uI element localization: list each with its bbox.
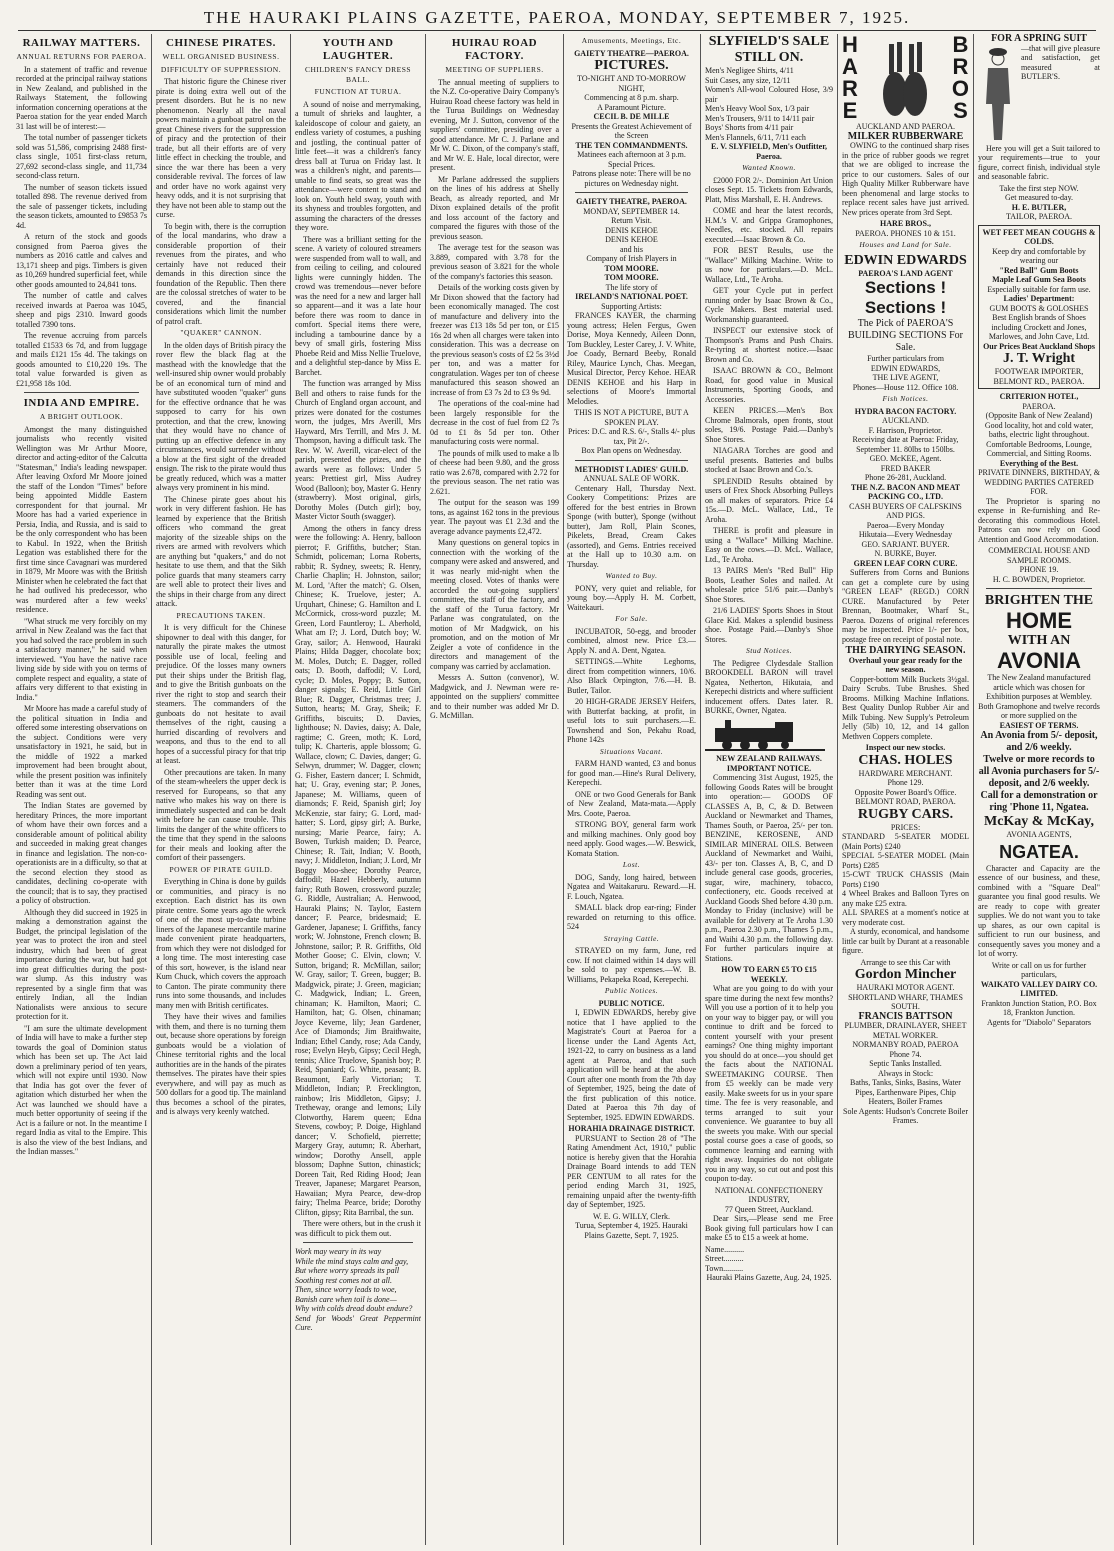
divider: [303, 1242, 413, 1243]
ad-line: Arrange to see this Car with: [860, 957, 951, 967]
ad-line: W. E. G. WILLY, Clerk.: [592, 1211, 671, 1221]
ad-line: DENIS KEHOE: [605, 235, 658, 244]
column-2: [156, 34, 286, 1545]
ad-line: Phones—House 112. Office 108.: [852, 382, 959, 392]
ad-line: CASH BUYERS OF CALFSKINS AND PIGS.: [849, 501, 962, 520]
ad-text: Dear Sirs,—Please send me Free Book giving full particulars how I can make £5 to £15 a week at home.: [705, 1214, 833, 1242]
ad-line: An Avonia from 5/- deposit, and 2/6 weekly.: [980, 730, 1098, 753]
ad-text: 20 HIGH-GRADE JERSEY Heifers, with Butterfat backing, at profit, in useful lots to suit purchasers.—E. Townshend and Son, Pekahu Road, Phone 142s: [567, 697, 696, 744]
ad-title: GREEN LEAF CORN CURE.: [853, 558, 958, 568]
ad-title: NGATEA.: [999, 841, 1079, 862]
ad-line: SPECIAL 5-SEATER MODEL (Main Ports) £285: [842, 851, 969, 870]
headline-railway: RAILWAY MATTERS.: [22, 37, 141, 49]
ad-title: FRANCIS BATTSON: [858, 1010, 953, 1022]
ad-title: HOW TO EARN £5 TO £15 WEEKLY.: [721, 965, 817, 984]
ad-title: THE TEN COMMANDMENTS.: [575, 140, 688, 150]
section-head: Amusements, Meetings, Etc.: [581, 36, 682, 45]
section-head: Situations Vacant.: [599, 746, 664, 756]
ad-line: ANNUAL SALE OF WORK.: [583, 474, 680, 483]
ad-line: Hauraki Plains Gazette, Aug. 24, 1925.: [706, 1273, 832, 1282]
paragraph: The number of season tickets issued totalled 898. The revenue derived from the sale of passenger tickets, including the season tickets, amounted to £9853 7s 4d.: [16, 182, 147, 230]
paragraph: "I am sure the ultimate development of India will have to make a further step towards the goal of Dominion status which has been set up. The Act laid down a preliminary period of ten years, which will not expire until 1930. Now that India has got over the fever of agitation which disturbed her when the Act was launched we should have a much better opportunity of seeing if the Act is a failure or not. In the meantime I regard India as vital to the Empire. This is also the view of the best Indians, and the Indian masses.": [16, 1023, 147, 1156]
ad-line: and his: [620, 244, 643, 254]
ad-text: FARM HAND wanted, £3 and bonus for good man.—Hine's Rural Delivery, Kerepechi.: [567, 759, 696, 787]
ad-text: Commencing 31st August, 1925, the following Goods Rates will be brought into operation:— GOODS OF CLASSES A, B, C, & D. Between Auckland or Newmarket and Thames, Thames South, or Paeroa, 25/- per ton. BENZINE, KEROSENE, AND SIMILAR MINERAL OILS. Between Auckland of Newmarket and Waihi, 43/- per ton. Classes A, B, C, and D include general case goods, groceries, sugar, wire, machinery, tobacco, confectionery, etc. Goods received at Auckland Goods Shed before 4.30 p.m. Monday to Friday (inclusive) will be available for delivery at Te Aroha 1.30 p.m., Paeroa 2.30 p.m., Thames 5 p.m., and Waihi 4.30 p.m. the following day. For further particulars inquire at Stations.: [705, 773, 833, 963]
ad-line: TO-NIGHT AND TO-MORROW NIGHT,: [577, 74, 686, 93]
ad-title: THE DAIRYING SEASON.: [845, 645, 966, 656]
ad-line: THE LIVE AGENT,: [872, 373, 939, 382]
ad-line: Best English brands of Shoes including Crockett and Jones, Marlowes, and John Cave, Ltd.: [988, 313, 1090, 341]
ad-title: Sections ! Sections !: [864, 278, 947, 317]
poem-line: Soothing rest comes not at all.: [295, 1275, 393, 1285]
ad-line: Box Plan opens on Wednesday.: [581, 446, 682, 455]
column-rule: [290, 34, 291, 1545]
subhead: DIFFICULTY OF SUPPRESSION.: [160, 64, 282, 74]
paragraph: Mr Parlane addressed the suppliers on the lines of his address at Shelly Beach, as already reported, and Mr Dixon explained details of the profit and loss account of the factory and compared the figures with those of the previous season.: [430, 174, 559, 241]
ad-title: SLYFIELD'S SALE STILL ON.: [708, 34, 830, 65]
ad-text: ONE or two Good Generals for Bank of New Zealand, Mata-mata.—Apply Mrs. Coote, Paeroa.: [567, 789, 696, 818]
ad-line: AUCKLAND.: [882, 416, 929, 425]
paragraph: The operations of the coal-mine had been largely responsible for the decrease in the cost of fuel from £2 7s 0d to £1 8s 5d per ton. Other manufacturing costs were normal.: [430, 399, 559, 446]
ad-line: Inspect our new stocks.: [865, 743, 946, 752]
ad-line: Write or call on us for further particulars,: [991, 960, 1087, 979]
subhead: PRECAUTIONS TAKEN.: [176, 610, 266, 620]
ad-line: FRED BAKER: [880, 463, 931, 473]
ad-line: PAEROA. PHONES 10 & 151.: [855, 228, 956, 238]
ad-text: ISAAC BROWN & CO., Belmont Road, for good value in Musical Instruments, Sporting Goods, and Accessories.: [705, 366, 833, 404]
ad-title: METHODIST LADIES' GUILD.: [574, 464, 689, 474]
ad-line: Maple Leaf Gum Sea Boots: [992, 275, 1086, 284]
section-head: Wanted to Buy.: [605, 571, 658, 580]
ad-line: Call for a demonstration or ring 'Phone 11, Ngatea.: [980, 790, 1098, 813]
ad-title: HOME: [1006, 608, 1072, 633]
ad-line: Opposite Power Board's Office.: [854, 787, 957, 797]
hare-bros-banner: [842, 34, 969, 122]
ad-line: Prices: D.C. and R.S. 6/-, Stalls 4/- plus tax, Pit 2/-.: [567, 427, 696, 446]
ad-line: Always in Stock:: [877, 1068, 934, 1078]
section-head: Straying Cattle.: [603, 933, 660, 943]
headline-huirau: HUIRAU ROAD FACTORY.: [451, 37, 538, 62]
ad-line: Boys' Shorts from 4/11 pair: [705, 123, 794, 132]
paragraph: Details of the working costs given by Mr Dixon showed that the factory had been economically managed. The cost of manufacture and delivery into the freezer was £13 18s 5d per ton, or £15 16s 2d when all charges were taken into consideration. This was a decrease on the previous season's costs of £2 5s 3½d per ton, and was a matter for congratulation. Wages per ton of cheese manufactured this season showed an increase of from £3 7s 2d to £3 9s 9d.: [430, 283, 559, 397]
ad-line: ALL SPARES at a moment's notice at very moderate cost.: [842, 908, 969, 927]
ad-line: Baths, Tanks, Sinks, Basins, Water Pipes, Earthenware Pipes, Chip Heaters, Boiler Frames: [850, 1078, 961, 1106]
ad-text: PURSUANT to Section 28 of "The Rating Amendment Act, 1910," public notice is hereby given that the Horahia Drainage Board intends to add TEN PER CENTUM to all rates for the period ending March 31, 1925, remaining unpaid after the twenty-fifth day of September, 1925.: [567, 1133, 696, 1209]
ad-line: Presents the Greatest Achievement of the Screen: [571, 121, 692, 140]
ad-line: Twelve or more records to all Avonia purchasers for 5/- deposit, and 2/6 weekly.: [978, 754, 1100, 789]
ad-line: TOM MOORE.: [604, 273, 659, 282]
ad-line: PLUMBER, DRAINLAYER, SHEET METAL WORKER.: [844, 1021, 967, 1040]
ad-title: MILKER RUBBERWARE: [847, 130, 964, 142]
ad-line: Phone 26-281, Auckland.: [864, 473, 947, 482]
ad-title: FOR A SPRING SUIT: [991, 34, 1087, 44]
paragraph: Messrs A. Sutton (convenor), W. Madgwick, and J. Newman were re-appointed on the suppliers' committee and to their number was added Mr D. G. McMillan.: [430, 673, 559, 720]
paragraph: There were others, but in the crush it was difficult to pick them out.: [295, 1219, 421, 1238]
ad-line: PHONE 19.: [1019, 565, 1059, 574]
divider: [575, 460, 688, 461]
paragraph: Mr Moore has made a careful study of the political situation in India and offered some interesting observations on the subject. Conditions were very unsatisfactory in 1921, he said, but in the middle of 1922 a marked improvement had been brought about, while the present position was infinitely better than it was at the time Lord Reading was sent out.: [16, 704, 147, 799]
ad-line: PRICES:: [890, 822, 921, 832]
paragraph: Amongst the many distinguished journalists who recently visited Wellington was Mr Arthur Moore, director and acting-editor of the Calcutta "Statesman," India's leading newspaper. After leaving Oxford Mr Moore joined the staff of the London "Times" before being appointed Middle Eastern correspondent for that journal. Mr Moore has had a varied experience in Persia, India, and Russia, and is said to be the only correspondent who has been to Kabul. In 1922, when the British Legation was established there for the first time since Cavagnari was murdered in 1879, Mr Moore was with the British Minister when he celebrated the fact that he had outlived his predecessor, who was murdered after a few weeks' residence.: [16, 424, 147, 614]
ad-line: TAILOR, PAEROA.: [1006, 212, 1072, 221]
ad-text: STRAYED on my farm, June, red cow. If not claimed within 14 days will be sold to pay expenses.—W. B. Williams, Pekapeka Road, Kerepechi.: [567, 946, 696, 984]
ad-line: PAEROA'S LAND AGENT: [858, 268, 953, 278]
paragraph: The revenue accruing from parcels totalled £1533 6s 7d, and from luggage and mails £121 15s 4d. The takings on goods amounted to £10,220 19s. The total value forwarded is given as £21,958 18s 10d.: [16, 331, 147, 388]
ad-line: PRIVATE DINNERS, BIRTHDAY, & WEDDING PARTIES CATERED FOR.: [978, 468, 1100, 496]
ad-line: A Paramount Picture.: [597, 102, 666, 112]
ad-line: PAEROA.: [1022, 401, 1056, 411]
ad-line: Women's All-wool Coloured Hose, 3/9 pair: [705, 85, 833, 104]
paragraph: Many questions on general topics in connection with the working of the company were asked and answered, and it was nearly mid-night when the meeting closed. Votes of thanks were accorded the out-going suppliers' committee, the staff of the factory, and the staff of the Turua factory. Mr Parlane was congratulated, on the motion of Mr Madgwick, on his promotion, and on the motion of Mr Zeigler a vote of confidence in the directors and management of the company was carried by acclamation.: [430, 538, 559, 671]
ad-title: HORAHIA DRAINAGE DISTRICT.: [568, 1124, 695, 1133]
masthead-rule: [18, 30, 1096, 31]
divider: [24, 392, 139, 393]
ad-line: The New Zealand manufactured article which was chosen for Exhibition purposes at Wembley.: [986, 673, 1092, 701]
masthead: THE HAURAKI PLAINS GAZETTE, PAEROA, MONDAY, SEPTEMBER 7, 1925.: [203, 8, 911, 27]
ad-title: GAIETY THEATRE—PAEROA.: [574, 48, 689, 58]
ad-line: 15-CWT TRUCK CHASSIS (Main Ports) £190: [842, 870, 969, 889]
ad-line: Men's Negligee Shirts, 4/11: [705, 66, 794, 75]
paragraph: "What struck me very forcibly on my arrival in New Zealand was the fact that you had solved the race problem in such a satisfactory manner," he said when interviewed. "You have the native race living side by side with you on terms of complete respect and equality, a state of affairs very different to that existing in India.": [16, 616, 147, 702]
ad-line: TOM MOORE.: [604, 263, 659, 273]
ad-title: WITH AN: [1007, 633, 1071, 648]
paragraph: The average test for the season was 3.889, compared with 3.78 for the previous season of 3.821 for the whole of the company's factories this season.: [430, 243, 559, 281]
coupon-name-field: Name..........: [705, 1244, 745, 1254]
paragraph: The total number of passenger tickets sold was 51,586, comprising 2488 first-class single, 1051 first-class return, 27,692 second-class single, and 11,734 second-class return.: [16, 133, 147, 180]
ad-title: BRIGHTEN THE: [984, 593, 1094, 608]
ad-line: Patrons please note: There will be no pictures on Wednesday night.: [572, 169, 691, 188]
section-head: Stud Notices.: [745, 646, 793, 655]
paragraph: Although they did succeed in 1925 in making a demonstration against the Budget, the principal legislation of the year was to protect the iron and steel industry, which had been of great importance during the war, but had got into great difficulties during the post-war slump. As this industry was represented by a single firm that was entirely Indian, all the Indian Nationalists were anxious to secure protection for it.: [16, 907, 147, 1021]
ad-line: Receiving date at Paeroa: Friday, September 11. 80lbs to 150lbs.: [852, 435, 959, 454]
ad-line: WAIKATO VALLEY DAIRY CO. LIMITED.: [980, 979, 1098, 998]
ad-title: PUBLIC NOTICE.: [598, 998, 665, 1008]
headline-india: INDIA AND EMPIRE.: [23, 397, 140, 409]
ad-line: HARDWARE MERCHANT.: [858, 768, 953, 778]
ad-line: Return Visit.: [611, 216, 652, 225]
paragraph: Among the others in fancy dress were the following: A. Henry, balloon pierrot; F. Griffiths, butcher; Stan. Schmidt, policeman; Lorna Roberts, rabbit; R. Sydney, sweets; R. Henry, Charlie Chaplin; H. Johnston, sailor; M. Lord, 'After the match'; G. Olsen, Chinese; K. Truelove, jester; A. Urquhart, Chinese; G. Hamilton and I. McCormick, cross-word puzzle; M. Green, Lord Fauntleroy; L. Aberhold, What am I?; J. Lord, Dutch boy; W. Gray, sailor; A. Henwood, Hauraki Plains; Hilda Dagger, chocolate box; M. Moles, Dutch; E. Dagger, rolled oats; D. Booth, daffodil; V. Lord, cycle; D. Moles, Poppy; B. Sutton, danger signals; E. Reid, Little Girl Blue; R. Dagger, Christmas tree; J. Sutton, hearts; M. Gray, Sheik; F. Griffiths, biscuits; D. Davies, lighthouse; N. Davies, daisy; A. Dale, ragtime; C. Green, moth; K. Lord, tulip; K. Charteris, apple blossom; G. Wallace, clown; C. Davies, danger; G. Selwyn, drummer; W. Dagger, clown; G. Fisher, Eastern dancer; I. Schmidt, hat; U. Gray, evening star; P. Jones, Japanese; M. Williams, queen of diamonds; F. Reid, Spanish girl; Joy McKenzie, star fairy; G. Lord, mad-hatter; S. Lord, gipsy girl; A. Burke, nursing; Marie Pearce, fairy; A. Bowen, Turkish maiden; D. Pearce, Chinese; R. Tait, Indian; V. Booth, navy; J. Middleton, Indian; J. Lord, Mr Boggy Moo-shee; Dorothy Pearce, daffodil; Hazel Hebberly, autumn fairy; Ruth Bowen, crossword puzzle; G. Riddle, Australian; A. Henwood, Hauraki Plains; N. Taylor, Eastern dancer; F. Pearce, bridesmaid; E. Gardener, Japanese; I. Griffiths, fancy work; W. Johnstone, French clown; B. Johnstone, sailor; P. R. Griffiths, Old Mother Goose; C. Elvin, clown; V. Sutton, brigand; R. McMillan, sailor; W. Gray, sailor; T. Green, bugger; B. Madgwick, pirate; J. Green, magician; C. Madgwick, Indian; L. Green, chinaman; K. Hamilton, Maori; C. Hamilton, hat; G. Olsen, chinaman; Joyce Keverne, lily; Jean Gardener, Ace of Diamonds; Jim Braithwaite, Indian; Ethel Candy, rose; Ada Candy, rose; Evelyn Heyb, Gipsy; Cecil Hegh, tennis; Alice Truelove, Spanish boy; P. Reid, Spaniard; G. White, peasant; B. Beaumont, Early Victorian; T. Middleton, Indian; P. Frecklington, rainbow; Iris Middleton, Gipsy; J. Tretheway, orange and lemons; Lily Clotworthy, Harem queen; Edna Stevens, cowboy; P. Doige, Highland dancer; V. Schofield, pierrette; Margery Gray, autumn; R. Aberhart, window; Dorothy Ansell, apple blossom; Daphne Sutton, chinastick; Doreen Tait, Red Riding Hood; Jean Treaver, Japanese; Margaret Pearson, Hawaiian; Myra Pearce, dew-drop fairy; Thelma Pearce, bride; Dorothy Clifton, gipsy; Rita Barribal, the sun.: [295, 523, 421, 1217]
section-head: Houses and Land for Sale.: [859, 240, 952, 249]
ad-line: Agents for "Diabolo" Separators: [986, 1017, 1092, 1027]
ad-line: Turua, September 4, 1925. Hauraki Plains Gazette, Sept. 7, 1925.: [575, 1221, 688, 1240]
ad-text: INSPECT our extensive stock of Thompson's Prams and Push Chairs. Re-tyring at shortest notice.—Isaac Brown and Co.: [705, 326, 833, 364]
ad-text: 21/6 LADIES' Sports Shoes in Stout Glace Kid. Makes a splendid business shoe. Postage Paid.—Danby's Shoe Stores.: [705, 606, 833, 644]
ad-text: Sufferers from Corns and Bunions can get a complete cure by using "GREEN LEAF" (REGD.) CORN CURE. Manufactured by Peter Brennan, Bootmaker, Wharf St., Paeroa. Dozens of original references may be inspected. Price 1/- per box, postage free on receipt of postal note.: [842, 568, 969, 644]
ad-title: THE N.Z. BACON AND MEAT PACKING CO., LTD.: [850, 482, 961, 501]
subhead: "QUAKER" CANNON.: [180, 328, 262, 337]
ad-line: "Red Ball" Gum Boots: [999, 265, 1079, 275]
ad-line: 77 Queen Street, Auckland.: [724, 1204, 814, 1214]
column-4: [430, 34, 559, 1545]
ad-line: The Pick of PAEROA'S BUILDING SECTIONS For Sale.: [848, 318, 963, 353]
ad-text: —that will give pleasure and satisfaction, get measured at BUTLER'S.: [1021, 43, 1100, 81]
ad-line: Hikutaia—Every Wednesday: [858, 530, 953, 539]
ad-line: Phone 129.: [887, 778, 924, 787]
ad-line: Frankton Junction Station, P.O. Box 18, Frankton Junction.: [981, 998, 1097, 1017]
ad-text: £2000 FOR 2/-. Dominion Art Union closes Sept. 15. Tickets from Edwards, Platt, Miss Marshall, E. H. Andrews.: [705, 175, 833, 204]
paragraph: A sound of noise and merrymaking, a tumult of shrieks and laughter, a kaleidoscope of colour and gaiety, an endless variety of costumes, a pushing and jostling, the continual patter of little feet—it was a children's fancy dress ball at Turua on Friday last. It was a children's night, and parents—unable to find seats, so great was the attendance—were content to stand and look on. Youth held sway, youth with its shyness and troubles forgotten, and assuming the characters of the dresses they wore.: [295, 99, 421, 232]
ad-line: COMMERCIAL HOUSE AND SAMPLE ROOMS.: [988, 546, 1090, 565]
column-rule: [563, 34, 564, 1545]
ad-line: NATIONAL CONFECTIONERY INDUSTRY,: [714, 1185, 824, 1204]
column-1: [16, 34, 147, 1545]
ad-line: NORMANBY ROAD, PAEROA: [852, 1040, 959, 1049]
ad-text: A sturdy, economical, and handsome little car built by Durant at a reasonable figure.: [842, 927, 969, 955]
ad-line: GUM BOOTS & GOLOSHES: [989, 303, 1089, 313]
headline-pirates: CHINESE PIRATES.: [166, 37, 276, 49]
ad-line: Company of Irish Players in: [586, 254, 677, 263]
ad-title: McKay & McKay,: [983, 814, 1095, 829]
ad-text: Here you will get a Suit tailored to your requirements—true to your figure, correct finish, individual style and seasonable fabric.: [978, 143, 1100, 181]
ad-text: PONY, very quiet and reliable, for young boy.—Apply H. M. Corbett, Waitekauri.: [567, 583, 696, 612]
ad-text: INCUBATOR, 50-egg, and brooder combined, almost new. Price £3.—Apply N. and A. Dent, Ngatea.: [567, 626, 696, 655]
paragraph: The function was arranged by Miss Bell and others to raise funds for the Church of England organ account, and prizes were donated for the costumes worn, the judges, Mrs Averill, Mrs Hayward, Mrs Terrill, and Mrs J. M. Thompson, having a difficult task. The Rev. W. W. Averill, vicar-elect of the parish, presented the prizes, and the awards were as follows: Under 5 years: Prettiest girl, Miss Audrey Wood (Balloon); boy, Master G. Henry (strawberry). Most original, girls, Dorothy Moles (Dutch girl); boy, Master Victor South (swagger).: [295, 379, 421, 521]
ad-text: Copper-bottom Milk Buckets 3½gal. Dairy Scrubs. Tube Brushes. Shed Brooms. Milking Machine Inflations. Best Quality Dunlop Rubber Air and Milk Tubing. New Supply's Petroleum Jelly (5lb) 10, 12, and 14 gallon Methven Coppers complete.: [842, 674, 969, 741]
poem-line: Banish care when toil is done—: [295, 1294, 397, 1304]
ad-line: AVONIA AGENTS,: [1006, 830, 1072, 839]
ad-line: Special Prices.: [607, 159, 656, 169]
poem-line: Why with colds dread doubt endure?: [295, 1304, 413, 1313]
ad-line: SHORTLAND WHARF, THAMES SOUTH.: [848, 992, 963, 1011]
paragraph: There was a brilliant setting for the scene. A variety of coloured streamers were suspended from wall to wall, and from ceiling to ceiling, and coloured lights were cunningly hidden. The crowd was tremendous—never before was the need for a new and larger hall so apparent—and it was a late hour before there was room to dance in comfort. Special items there were, including a tambourine dance by a bevy of small girls, fostering Miss Phoebe Reid and Miss Nellie Truelove, and a delightful step-dance by Miss E. Barchet.: [295, 234, 421, 377]
ad-title: NEW ZEALAND RAILWAYS.: [716, 754, 822, 763]
paragraph: It is very difficult for the Chinese shipowner to deal with this danger, for naturally the pirate makes the utmost possible use of local, feeling and prejudice. Of the losses many owners put their ships under the British flag, and to give the British gunboats on the river the right to stop and search their steamers. The commanders of the gunboats do not hesitate to avail themselves of the right, causing a hurried discarding of revolvers and weapons, and thus to the end to all hopes of a successful piracy for that trip at least.: [156, 623, 286, 765]
section-head: Public Notices.: [604, 986, 659, 995]
ad-text: SETTINGS.—White Leghorns, direct from competition winners, 10/6. Also Black Orpington, 7/6.—H. B. Butler, Tailor.: [567, 657, 696, 695]
poem-line: Work may weary in its way: [295, 1247, 382, 1256]
ad-line: Further particulars from: [867, 354, 944, 363]
ad-text: FRANCES KAYER, the charming young actress; Helen Fergus, Gwen Dorise, Moya Kennedy, Aileen Donn, Tom Buckley, Lester Carey, J. V. White, Joe Coady, Bernard Beeby, Ronald Riley, Maurice Lynch, Chas. Meegan, Musical Director, Percy Kehoe. HEAR DENIS KEHOE and his Harp in selections of Moore's Immortal Melodies.: [567, 311, 696, 406]
section-head: Fish Notices.: [882, 394, 929, 403]
ad-line: Phone 74.: [889, 1049, 922, 1059]
ad-text: DOG, Sandy, long haired, between Ngatea and Waitakaruru. Reward.—H. F. Louch, Ngatea.: [567, 872, 696, 901]
ad-line: BELMONT ROAD, PAEROA.: [855, 797, 956, 806]
paragraph: To begin with, there is the corruption of the local mandarins, who draw a considerable proportion of their revenues from the pirates, and who certainly have not reduced their demands in this direction since the foundation of the Republic. Then there are the colossal stretches of water to be covered, and the financial considerations which limit the number of patrol craft.: [156, 221, 286, 326]
ad-line: CECIL B. DE MILLE: [593, 112, 670, 121]
ad-line: Men's Trousers, 9/11 to 14/11 pair: [705, 113, 815, 123]
ad-line: Ladies' Department:: [1003, 294, 1075, 303]
ad-line: 4 Wheel Brakes and Balloon Tyres on any make £25 extra.: [842, 889, 969, 908]
paragraph: The annual meeting of suppliers to the N.Z. Co-operative Dairy Company's Huirau Road cheese factory was held in the Turua Buildings on Wednesday evening, Mr J. Sutton, convenor of the suppliers' committee, presiding over a good attendance. Mr C. J. Parlane and Mr W. C. Dixon, of the company's staff, and Mr W. E. Hale, local director, were present.: [430, 77, 559, 172]
ad-text: 13 PAIRS Men's "Red Bull" Hip Boots, Leather Soles and nailed. At wholesale price 51/6 pair.—Danby's Shoe Stores.: [705, 566, 833, 604]
ad-text: The Pedigree Clydesdale Stallion BROOKDELL BARON will travel Ngatea, Netherton, Hikutaia, and Kerepechi districts and where sufficient inducement offers. Dates later. R. BURKE, Owner, Ngatea.: [705, 658, 833, 715]
ad-line: Supporting Artists:: [601, 301, 662, 311]
ad-line: Men's Flannels, 6/11, 7/11 each: [705, 132, 806, 142]
paragraph: They have their wives and families with them, and there is no turning them out, because shore operations by foreign gunboats would be a violation of Chinese territorial rights and the local authorities are in the hands of the pirates themselves. The pirates have their spies everywhere, and will pay as much as 500 dollars for a good tip. The mainland thus becomes a school of the pirates, and is always very keenly watched.: [156, 1012, 286, 1116]
ad-line: Both Gramophone and twelve records or more supplied on the: [978, 701, 1100, 720]
bros-letters: B R O S: [951, 34, 969, 123]
ad-line: Sole Agents: Hudson's Concrete Boiler Frames.: [843, 1106, 968, 1125]
poem-line: Send for Woods' Great Peppermint Cure.: [295, 1313, 421, 1332]
ad-text: SMALL black drop ear-ring; Finder rewarded on returning to this office. 524: [567, 903, 696, 931]
ad-line: Commencing at 8 p.m. sharp.: [584, 93, 679, 102]
coupon-street-field: Street..........: [705, 1254, 744, 1263]
column-rule: [700, 34, 701, 1545]
poem-line: But where worry spreads its pall: [295, 1266, 400, 1275]
ad-text: NIAGARA Torches are good and useful presents. Batteries and bulbs stocked at Isaac Brown and Co.'s.: [705, 446, 833, 474]
coupon-town-field: Town..........: [705, 1263, 744, 1273]
paragraph: The output for the season was 199 tons, as against 162 tons in the previous year. The payout was £1 2.3d and the average advance payments £2,472.: [430, 498, 559, 536]
ad-title: AVONIA: [997, 648, 1081, 673]
subhead: MEETING OF SUPPLIERS.: [445, 65, 544, 74]
ad-title: Gordon Mincher: [854, 967, 957, 982]
subhead: POWER OF PIRATE GUILD.: [169, 864, 273, 874]
ad-text: OWING to the continued sharp rises in the price of rubber goods we regret that we are obliged to increase the price to our customers. Sales of our High Quality Milker Rubberware have been phenomenal and large stocks to replace recent sales have just arrived. New prices operate from 3rd Sept.: [842, 141, 969, 217]
column-rule: [837, 34, 838, 1545]
paragraph: In the olden days of British piracy the rover flew the black flag at the masthead with the knowledge that the well-insured ship owner would probably be of an economical turn of mind and have substituted wooden "quaker" guns for the effective ordnance that he was supposed to carry for his own protection, and that the crew, knowing that they would have no chance of putting up an effective defence in any circumstances, would surrender without a blow at the first sight of the dreaded ensign. The risk to the pirate would thus be greatly reduced, which was a matter always very prominent in his mind.: [156, 340, 286, 492]
divider: [986, 588, 1092, 589]
section-head: Lost.: [622, 860, 641, 869]
column-rule: [973, 34, 974, 1545]
ad-text: THERE is profit and pleasure in using a "Wallace" Milking Machine. Easy on the cows.—D. McL. Wallace, Ltd., Te Aroha.: [705, 526, 833, 564]
divider: [575, 192, 688, 193]
ad-line: Overhaul your gear ready for the new season.: [848, 655, 963, 674]
ad-line: F. Harrison, Proprietor.: [868, 425, 943, 435]
ad-title: CHAS. HOLES: [858, 752, 953, 768]
ad-line: Good locality, hot and cold water, baths, electric light throughout.: [984, 420, 1094, 439]
ad-line: Men's Heavy Wool Sox, 1/3 pair: [705, 104, 810, 113]
ad-text: Centenary Hall, Thursday Next. Cookery Competitions: Prizes are offered for the best entries in Brown Sponge (with butter), Sponge (without butter), Jam Roll, Plain Scones, Pikelets, Bread, Cream Cakes (assorted), and Gems. Entries received at the Hall up to 10.30 a.m. on Thursday.: [567, 483, 696, 569]
ad-text: I, EDWIN EDWARDS, hereby give notice that I have applied to the Magistrate's Court at Paeroa for a license under the Land Agents Act, 1921-22, to carry on business as a land agent at Paeroa, and that such application will be heard at the above Court after one month from the 7th day of September, 1925, being the date of the first publication of this notice. Dated at Paeroa this 7th day of September, 1925. EDWIN EDWARDS.: [567, 1008, 696, 1122]
ad-title: PICTURES.: [594, 58, 669, 73]
ad-title: WET FEET MEAN COUGHS & COLDS.: [982, 227, 1096, 246]
ad-line: Especially suitable for farm use.: [987, 284, 1091, 294]
paragraph: Everything in China is done by guilds or communities, and piracy is no exception. Each district has its own pirate centre. Some years ago the wreck of one of the most up-to-date turbine liners of the Japanese mercantile marine made convenient pirate headquarters, from which they were not dislodged for a long time. The most interesting case of this sort, however, is the island near Kum Chuck, which covers the approach to Canton. The pirate community there runs into some thousands, and includes many men with British certificates.: [156, 877, 286, 1010]
ad-line: The life story of: [605, 282, 658, 292]
section-head: For Sale.: [615, 614, 648, 623]
ad-line: MONDAY, SEPTEMBER 14.: [583, 206, 680, 216]
subhead: FUNCTION AT TURUA.: [314, 87, 402, 96]
column-rule: [425, 34, 426, 1545]
ad-title: RUGBY CARS.: [857, 806, 954, 822]
ad-line: Take the first step NOW.: [999, 183, 1079, 193]
paragraph: Other precautions are taken. In many of the steam-wheelers the upper deck is reserved for Europeans, so that any native who makes his way on there is immediately suspected and can be dealt with before he can cause trouble. This limits the danger of the white officers to the time that they spend in the saloons for their meals and looking after the comfort of their passengers.: [156, 767, 286, 862]
ad-text: STRONG BOY, general farm work and milking machines. Only good boy need apply. Good wages.—W. Beswick, Komata Station.: [567, 820, 696, 858]
hares-illustration: [877, 34, 933, 122]
ad-title: CRITERION HOTEL,: [999, 392, 1079, 401]
ad-sign: E. V. SLYFIELD, Men's Outfitter, Paeroa.: [710, 142, 828, 161]
ad-line: Suit Cases, any size, 12/11: [705, 75, 791, 85]
poem-line: Then, since worry leads to woe,: [295, 1285, 397, 1294]
ad-line: IRELAND'S NATIONAL POET.: [575, 292, 688, 301]
ad-title: HYDRA BACON FACTORY.: [854, 406, 957, 416]
ad-line: THIS IS NOT A PICTURE, BUT A SPOKEN PLAY.: [574, 408, 689, 427]
ad-text: KEEN PRICES.—Men's Box Chrome Balmorals, open fronts, stout soles, 19/6. Postage Paid.—Danby's Shoe Stores.: [705, 406, 833, 444]
ad-line: HAURAKI MOTOR AGENT.: [856, 983, 955, 992]
ad-line: Everything of the Best.: [999, 458, 1079, 468]
subhead: WELL ORGANISED BUSINESS.: [162, 52, 280, 61]
section-head: Wanted Known.: [742, 163, 796, 172]
ad-line: Keep dry and comfortable by wearing our: [992, 246, 1086, 265]
ad-text: GET your Cycle put in perfect running order by Isaac Brown & Co., Cycle Makers. Best material used. Workmanship guaranteed.: [705, 286, 833, 324]
ad-line: Matinees each afternoon at 3 p.m.: [577, 150, 686, 159]
ad-text: What are you going to do with your spare time during the next few months? Will you use a portion of it to help you on your way to bigger pay, or will you continue to drift and be forced to content yourself with your present earnings? One thing mighty important you should do at once—you should get the facts about the NATIONAL SWEETMAKING COURSE. Then from £5 weekly can be made very easily. Make sweets for us in your spare time. The fee is very reasonable, and terms arranged to suit your convenience. We guarantee to buy all the sweets you make. With our special postal course goes a case of goods, so commence learning and earning with right away. Inquiries do not obligate you in any way, so cut out and post this coupon to-day.: [705, 984, 833, 1183]
column-5: [567, 34, 696, 1545]
ad-line: FOOTWEAR IMPORTER, BELMONT RD., PAEROA.: [993, 367, 1085, 386]
ad-text: FOR BEST Results, use the "Wallace" Milking Machine. Write to us now for particulars.—D. McL. Wallace, Ltd., Te Aroha.: [705, 246, 833, 284]
ad-title: IMPORTANT NOTICE.: [726, 763, 812, 773]
poem-line: While the mind stays calm and gay,: [295, 1256, 409, 1266]
subhead: A BRIGHT OUTLOOK.: [39, 412, 124, 421]
ad-sign: H. E. BUTLER,: [1011, 202, 1067, 212]
ad-line: (Opposite Bank of New Zealand): [985, 411, 1093, 420]
train-illustration: [705, 718, 825, 752]
paragraph: The Indian States are governed by hereditary Princes, the more important of whom have their own forces and a considerable amount of political ability and succeeded in making great changes in finance and legislation. The non-co-operationists are in a difficulty, so that at the second election they stood as candidates, declining co-operate with the council; that is to say, they practised a policy of obstruction.: [16, 801, 147, 905]
butler-ad: [978, 44, 1100, 144]
column-6: [705, 34, 833, 1545]
paragraph: The Chinese pirate goes about his work in very different fashion. He has learned by experience that the British officers who command the great majority of the sizeable ships on the rivers are armed with revolvers which are anything but "quakers," and do not hesitate to use them, and that the Sikh police guards that many steamers carry are well able to protect their lives and the ships in their charge from any direct attack.: [156, 494, 286, 608]
ad-line: EDWIN EDWARDS,: [870, 363, 941, 373]
ad-text: Character and Capacity are the essence of our business, and these, combined with a "Square Deal" guarantee you final good results. We are ready to cope with greater supplies. We do not want you to take up shares, as our own capital is sufficient to run our business, and consequently saves you money and a lot of worry.: [978, 863, 1100, 958]
ad-line: Septic Tanks Installed.: [869, 1059, 942, 1068]
column-7: [842, 34, 969, 1545]
headline-youth: YOUTH AND LAUGHTER.: [322, 37, 394, 62]
subhead: ANNUAL RETURNS FOR PAEROA.: [16, 52, 147, 61]
paragraph: The number of cattle and calves received inwards at Paeroa was 1045, sheep and pigs 2310. Inward goods totalled 7390 tons.: [16, 291, 147, 329]
ad-title: EDWIN EDWARDS: [844, 252, 967, 268]
column-8: [978, 34, 1100, 1545]
ad-text: SPLENDID Results obtained by users of Frex Shock Absorbing Pulleys on all makes of separators. Price £4 15s.—D. McL. Wallace, Ltd., Te Aroha.: [705, 476, 833, 524]
ad-line: Comfortable Bedrooms, Lounge, Commercial, and Sitting Rooms.: [986, 439, 1092, 458]
ad-line: DENIS KEHOE: [605, 225, 658, 235]
gentleman-illustration: [978, 44, 1018, 144]
ad-line: GEO. SARJANT. BUYER.: [861, 539, 950, 549]
ad-line: Paeroa—Every Monday: [866, 520, 945, 530]
ad-title: GAIETY THEATRE, PAEROA.: [576, 197, 687, 206]
ad-line: AUCKLAND AND PAEROA.: [855, 122, 956, 131]
ad-line: STANDARD 5-SEATER MODEL (Main Ports) £240: [842, 832, 969, 851]
ad-line: GEO. McKEE, Agent.: [869, 454, 942, 463]
paragraph: A return of the stock and goods consigned from Paeroa gives the numbers as 2016 cattle and calves and 13,171 sheep and pigs. Timbers is given as 10,269 hundred superficial feet, while other goods amounted to 24,841 tons.: [16, 232, 147, 289]
paragraph: That historic figure the Chinese river pirate is doing extra well out of the present disorders. But he is no new phenomenon. Nearly all the naval powers maintain a gunboat patrol on the great Chinese rivers for the suppression of piracy and the protection of their trade, but all their efforts are of very little effect in checking the trouble, and since the war there has been a very considerable revival. The forces of law and order have no work against very heavy odds, and it is not surprising that they have not been able to stamp out the curse.: [156, 77, 286, 219]
paragraph: The pounds of milk used to make a lb of cheese had been 9.80, and the gross ratio was 2.678, compared with 2.72 for the previous season. The net ratio was 2.621.: [430, 448, 559, 496]
hare-letters: H A R E: [842, 34, 858, 123]
paragraph: In a statement of traffic and revenue recorded at the principal railway stations in New Zealand, and published in the Railways Statement, the following information concerning operations at the Paeroa station for the year ended March 31 last will be of interest:—: [16, 64, 147, 131]
ad-sign: HARE BROS.,: [880, 219, 931, 228]
ad-text: The Proprietor is sparing no expense in Re-furnishing and Re-decorating this commodious Hotel. Patrons can now rely on Good Attention and Good Accommodation.: [978, 496, 1100, 544]
ad-line: Get measured to-day.: [1004, 193, 1074, 202]
ad-line: Our Prices Beat Auckland Shops: [983, 341, 1095, 351]
ad-line: H. C. BOWDEN, Proprietor.: [992, 574, 1086, 584]
ad-title: J. T. Wright: [1002, 351, 1076, 366]
ad-line: N. BURKE, Buyer.: [874, 549, 937, 558]
subhead: CHILDREN'S FANCY DRESS BALL.: [304, 65, 412, 84]
ad-text: COME and hear the latest records, H.M.'s V. and Grippa Gramophones, Needles, etc. stocked. All repairs executed.—Isaac Brown & Co.: [705, 206, 833, 244]
column-3: [295, 34, 421, 1545]
column-rule: [151, 34, 152, 1545]
ad-line: EASIEST OF TERMS.: [999, 720, 1079, 730]
gum-boots-ad: [978, 225, 1100, 390]
